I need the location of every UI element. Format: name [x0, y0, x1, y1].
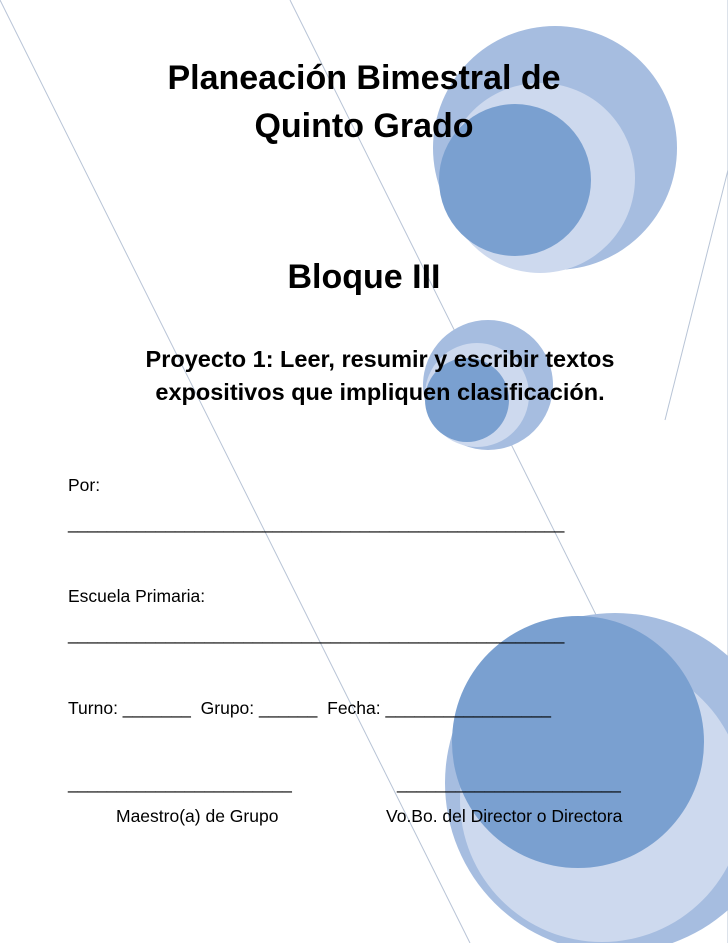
signature-caption-left: Maestro(a) de Grupo	[116, 806, 279, 826]
escuela-label: Escuela Primaria:	[68, 586, 206, 606]
signature-caption-right: Vo.Bo. del Director o Directora	[386, 806, 623, 826]
turno-grupo-fecha-row: Turno: _______ Grupo: ______ Fecha: _________________	[68, 698, 551, 718]
block-heading: Bloque III	[287, 258, 441, 296]
title-line-2: Quinto Grado	[254, 107, 474, 145]
bottom-circle-inner	[452, 616, 704, 868]
title-line-1: Planeación Bimestral de	[167, 59, 561, 97]
signature-line-left: _______________________	[68, 773, 292, 793]
por-label: Por:	[68, 475, 101, 495]
por-blank-line: ___________________________________________________	[68, 513, 565, 533]
signature-line-right: _______________________	[397, 773, 621, 793]
project-line-1: Proyecto 1: Leer, resumir y escribir textos	[145, 346, 615, 372]
escuela-blank-line: ___________________________________________________	[68, 624, 565, 644]
project-line-2: expositivos que impliquen clasificación.	[155, 379, 605, 405]
